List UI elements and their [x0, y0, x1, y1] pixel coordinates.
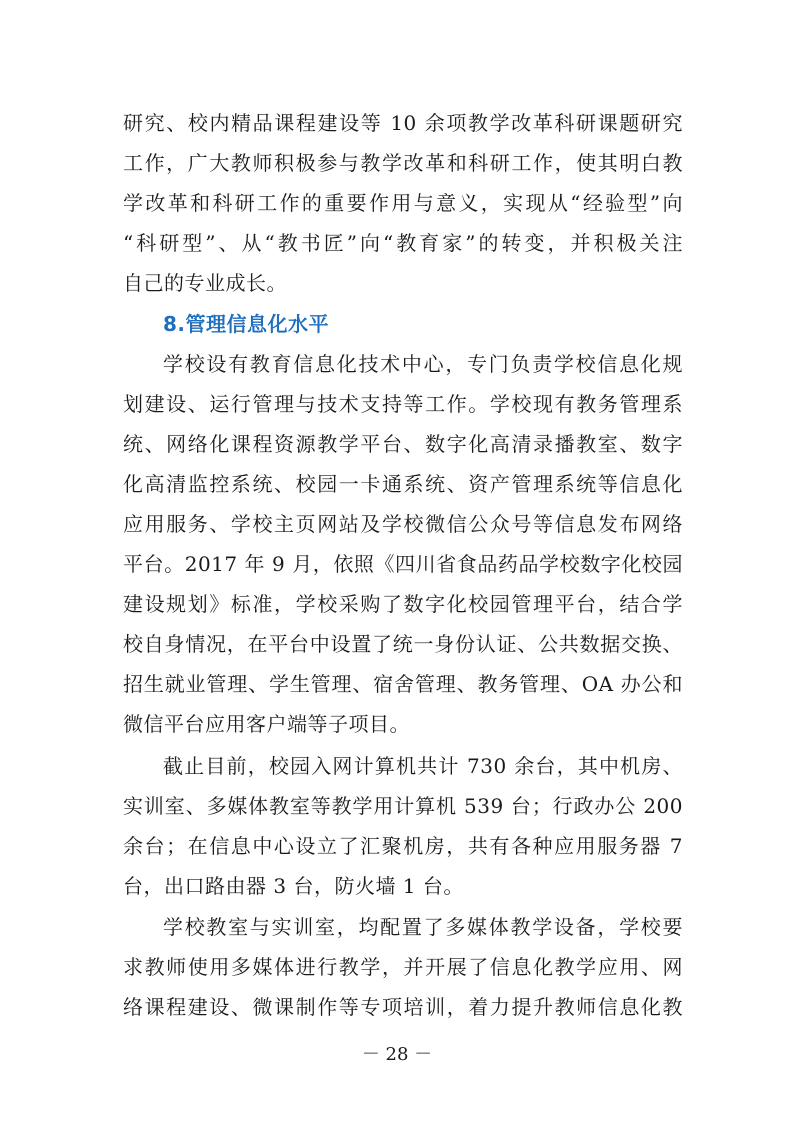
- paragraph-line: 学改革和科研工作的重要作用与意义，实现从“经验型”向: [123, 191, 683, 215]
- paragraph-line: 平台。2017 年 9 月，依照《四川省食品药品学校数字化校园: [123, 552, 683, 576]
- paragraph-line: “科研型”、从“教书匠”向“教育家”的转变，并积极关注: [123, 231, 683, 255]
- paragraph-line: 统、网络化课程资源教学平台、数字化高清录播教室、数字: [123, 432, 683, 456]
- paragraph-line: 划建设、运行管理与技术支持等工作。学校现有教务管理系: [123, 392, 683, 416]
- paragraph-line: 实训室、多媒体教室等教学用计算机 539 台；行政办公 200: [123, 794, 683, 818]
- paragraph-line: 自己的专业成长。: [123, 271, 287, 295]
- paragraph-line: 截止目前，校园入网计算机共计 730 余台，其中机房、: [163, 754, 683, 778]
- paragraph-line: 学校设有教育信息化技术中心，专门负责学校信息化规: [163, 352, 683, 376]
- paragraph-line: 化高清监控系统、校园一卡通系统、资产管理系统等信息化: [123, 472, 683, 496]
- paragraph-line: 络课程建设、微课制作等专项培训，着力提升教师信息化教: [123, 995, 683, 1019]
- paragraph-line: 微信平台应用客户端等子项目。: [123, 712, 410, 736]
- paragraph-line: 校自身情况，在平台中设置了统一身份认证、公共数据交换、: [123, 632, 683, 656]
- paragraph-line: 建设规划》标准，学校采购了数字化校园管理平台，结合学: [123, 592, 683, 616]
- paragraph-line: 余台；在信息中心设立了汇聚机房，共有各种应用服务器 7: [123, 834, 683, 858]
- paragraph-line: 求教师使用多媒体进行教学，并开展了信息化教学应用、网: [123, 955, 683, 979]
- page-number: － 28 －: [361, 1044, 433, 1065]
- section-heading: 8.管理信息化水平: [163, 312, 330, 336]
- paragraph-line: 台，出口路由器 3 台，防火墙 1 台。: [123, 874, 464, 898]
- paragraph-line: 应用服务、学校主页网站及学校微信公众号等信息发布网络: [123, 512, 683, 536]
- paragraph-line: 研究、校内精品课程建设等 10 余项教学改革科研课题研究: [123, 111, 683, 135]
- paragraph-line: 学校教室与实训室，均配置了多媒体教学设备，学校要: [163, 915, 683, 939]
- paragraph-line: 工作，广大教师积极参与教学改革和科研工作，使其明白教: [123, 151, 683, 175]
- paragraph-line: 招生就业管理、学生管理、宿舍管理、教务管理、OA 办公和: [123, 672, 683, 696]
